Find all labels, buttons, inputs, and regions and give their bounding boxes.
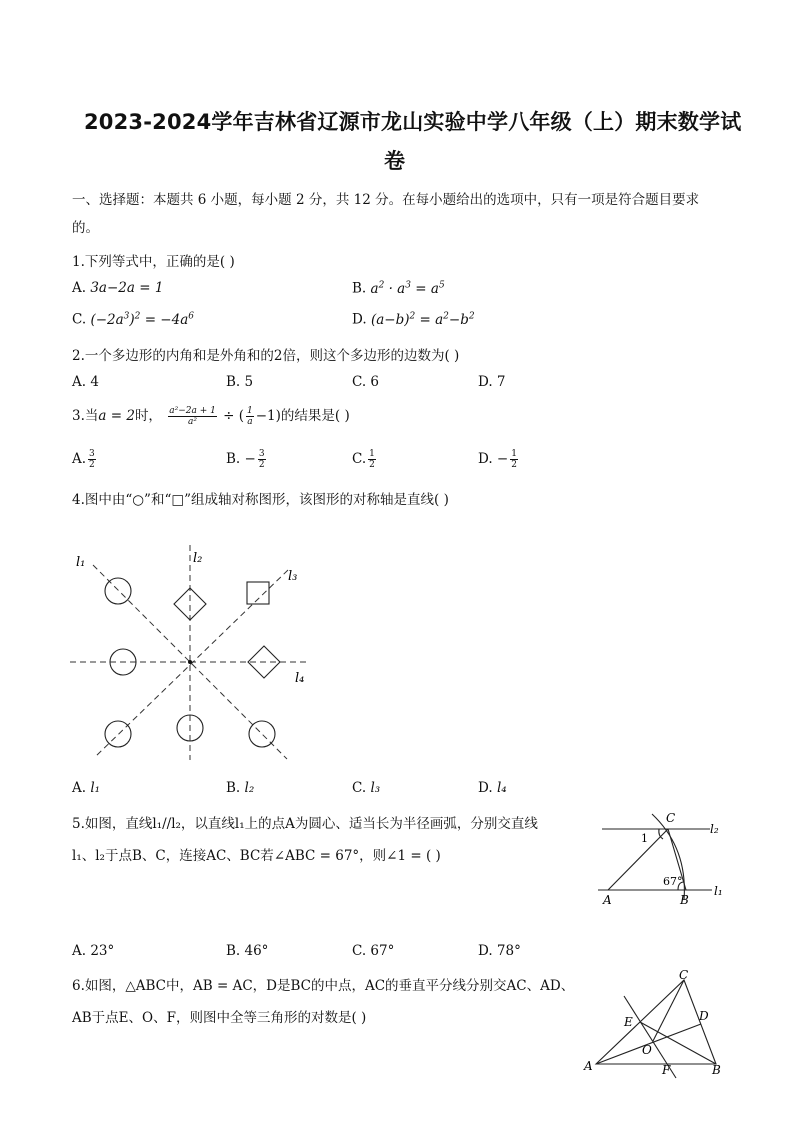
triangle-abc — [596, 980, 716, 1064]
label-l2: l₂ — [193, 551, 203, 566]
question-3-option-c: C. $\frac{1}{2}$ — [352, 449, 375, 470]
circle-shape — [105, 578, 131, 604]
segment-ac — [608, 829, 668, 890]
point-c-label: C — [666, 811, 676, 825]
question-3-option-a: A. $\frac{3}{2}$ — [72, 449, 95, 470]
question-4-option-c: C. l₃ — [352, 780, 381, 796]
section-header-continuation: 的。 — [72, 220, 99, 236]
section-header: 一、选择题：本题共 6 小题，每小题 2 分，共 12 分。在每小题给出的选项中，只有一项是符合题目要求 — [72, 192, 700, 208]
label-l1: l₁ — [76, 555, 86, 570]
q3-main-fraction: $\frac{\text{a²−2a + 1}}{\text{a²}}$ — [169, 406, 216, 427]
question-2-option-c: C. 6 — [352, 374, 380, 390]
question-5-option-b: B. 46° — [226, 943, 269, 959]
question-1-option-d: D. $(a-b)^2 = a^2-b^2$ — [352, 311, 475, 328]
label-l2: l₂ — [710, 822, 719, 836]
question-4-option-a: A. l₁ — [72, 780, 101, 796]
question-1-stem: 1.下列等式中，正确的是( ) — [72, 254, 235, 270]
page-title-continuation: 卷 — [384, 149, 406, 173]
point-a-label: A — [603, 893, 612, 907]
question-5-option-c: C. 67° — [352, 943, 395, 959]
question-5-stem: 5.如图，直线l₁//l₂，以直线l₁上的点A为圆心、适当长为半径画弧，分别交直线 — [72, 816, 538, 832]
question-6-figure — [578, 968, 728, 1080]
point-d-label: D — [699, 1009, 709, 1023]
question-1-option-b: B. $a^2 \cdot a^3 = a^5$ — [352, 280, 445, 297]
label-l3: l₃ — [288, 569, 298, 584]
angle-1-label: 1 — [641, 832, 648, 845]
question-3-option-d: D. − $\frac{1}{2}$ — [478, 449, 517, 470]
point-o-label: O — [642, 1043, 652, 1057]
question-2-stem: 2.一个多边形的内角和是外角和的2倍，则这个多边形的边数为( ) — [72, 348, 460, 364]
circle-shape — [105, 721, 131, 747]
square-shape — [247, 582, 269, 604]
label-l4: l₄ — [295, 671, 305, 686]
question-1-option-c: C. $(-2a^3)^2 = -4a^6$ — [72, 311, 194, 328]
point-a-label: A — [584, 1059, 593, 1073]
question-5-figure — [590, 808, 730, 908]
question-5-option-d: D. 78° — [478, 943, 521, 959]
point-b-label: B — [712, 1063, 721, 1077]
label-l1: l₁ — [714, 884, 723, 898]
question-4-option-b: B. l₂ — [226, 780, 255, 796]
question-6-stem-continuation: AB于点E、O、F，则图中全等三角形的对数是( ) — [72, 1010, 367, 1026]
axis-l3 — [96, 570, 288, 756]
question-2-option-a: A. 4 — [72, 374, 99, 390]
question-1-option-a: A. 3a−2a = 1 — [72, 280, 164, 296]
page-title: 2023-2024学年吉林省辽源市龙山实验中学八年级（上）期末数学试 — [84, 110, 742, 134]
question-3-option-b: B. − $\frac{3}{2}$ — [226, 449, 265, 470]
question-5-stem-continuation: l₁、l₂于点B、C，连接AC、BC若∠ABC = 67°，则∠1 = ( ) — [72, 848, 441, 864]
question-5-option-a: A. 23° — [72, 943, 115, 959]
point-b-label: B — [680, 893, 689, 907]
point-e-label: E — [624, 1015, 633, 1029]
point-f-label: F — [662, 1063, 671, 1077]
question-4-figure — [60, 540, 330, 765]
circle-shape — [249, 721, 275, 747]
question-6-stem: 6.如图，△ABC中，AB = AC，D是BC的中点，AC的垂直平分线分别交AC、AD、 — [72, 978, 575, 994]
angle-67-label: 67° — [663, 875, 683, 888]
question-4-stem: 4.图中由“○”和“□”组成轴对称图形，该图形的对称轴是直线( ) — [72, 492, 449, 508]
question-2-option-d: D. 7 — [478, 374, 506, 390]
question-3-stem: 3.当a = 2时， $\frac{\text{a²−2a + 1}}{\text{a²}}$ ÷ ( $\frac{1}{a}$ −1)的结果是( ) — [72, 406, 350, 427]
question-2-option-b: B. 5 — [226, 374, 254, 390]
question-4-option-d: D. l₄ — [478, 780, 507, 796]
point-c-label: C — [679, 968, 689, 982]
